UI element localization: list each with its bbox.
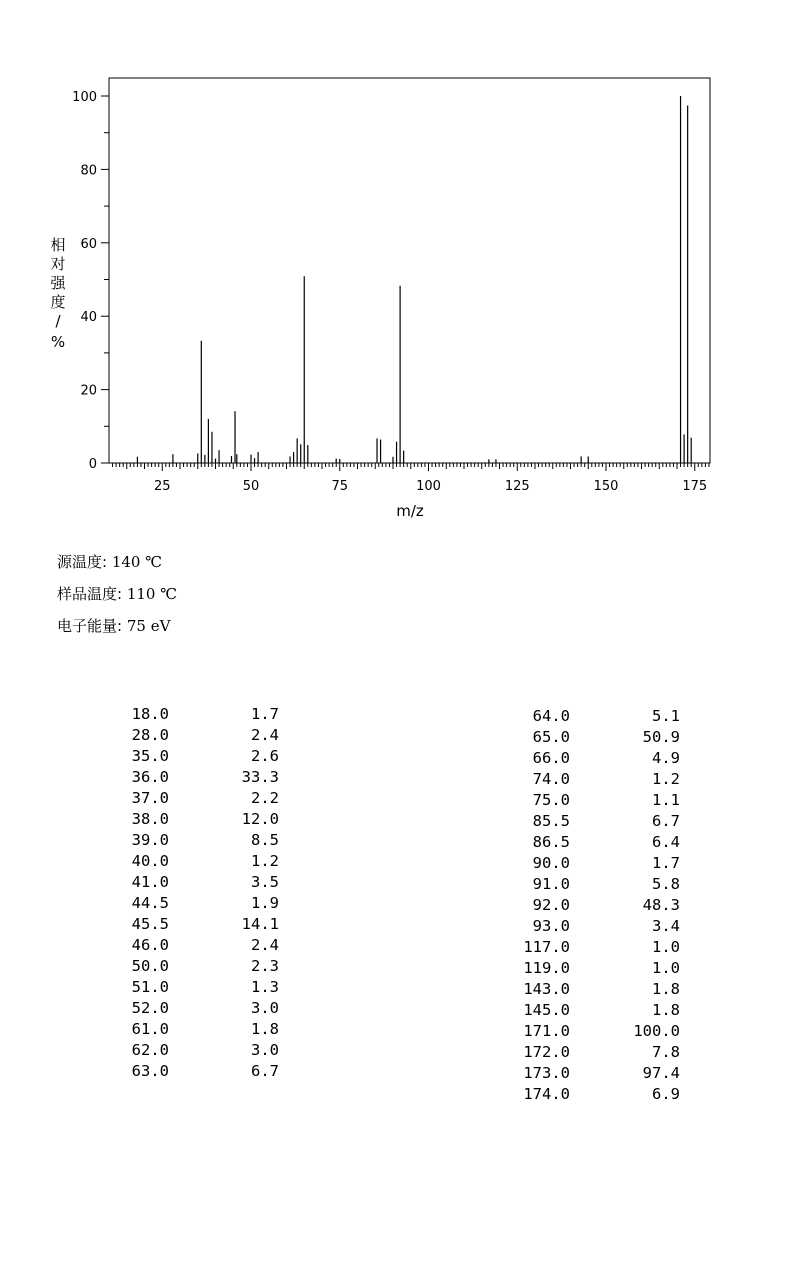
peak-mz-value: 93.0 xyxy=(532,917,570,935)
peak-mz-value: 119.0 xyxy=(523,959,570,977)
x-tick-label: 125 xyxy=(504,479,530,494)
peak-table-row xyxy=(100,852,300,873)
y-axis-label: 相对强度/ % xyxy=(50,236,66,351)
peak-table-row xyxy=(490,770,690,791)
peak-intensity-value: 7.8 xyxy=(652,1043,680,1061)
peak-mz-value: 86.5 xyxy=(532,833,570,851)
y-tick-label: 100 xyxy=(72,90,97,105)
peak-mz-value: 74.0 xyxy=(532,770,570,788)
peak-table-row xyxy=(490,980,690,1001)
peak-intensity-value: 1.0 xyxy=(652,959,680,977)
peak-intensity-value: 6.7 xyxy=(251,1062,279,1080)
peak-table-row xyxy=(490,833,690,854)
x-axis-label: m/z xyxy=(396,502,424,520)
peak-table-row xyxy=(490,854,690,875)
peak-table-row xyxy=(490,749,690,770)
plot-frame xyxy=(109,78,710,463)
peak-table-right xyxy=(490,707,690,1107)
peak-mz-value: 85.5 xyxy=(532,812,570,830)
peak-table-row xyxy=(100,894,300,915)
peak-intensity-value: 1.3 xyxy=(251,978,279,996)
peak-table-row xyxy=(100,768,300,789)
peak-table-row xyxy=(490,1001,690,1022)
peak-intensity-value: 14.1 xyxy=(241,915,279,933)
x-tick-label: 75 xyxy=(331,479,349,494)
peak-intensity-value: 2.2 xyxy=(251,789,279,807)
peak-intensity-value: 3.4 xyxy=(652,917,680,935)
peak-mz-value: 52.0 xyxy=(131,999,169,1017)
peak-mz-value: 37.0 xyxy=(131,789,169,807)
peak-mz-value: 61.0 xyxy=(131,1020,169,1038)
peak-intensity-value: 6.7 xyxy=(652,812,680,830)
peak-mz-value: 35.0 xyxy=(131,747,169,765)
peak-mz-value: 36.0 xyxy=(131,768,169,786)
peak-table-row xyxy=(100,957,300,978)
peak-table-row xyxy=(490,1064,690,1085)
y-tick-label: 60 xyxy=(80,236,97,252)
peak-mz-value: 40.0 xyxy=(131,852,169,870)
peak-table-row xyxy=(100,978,300,999)
peak-mz-value: 44.5 xyxy=(131,894,169,912)
y-tick-label: 0 xyxy=(88,457,97,472)
mass-spectrum-chart xyxy=(0,0,794,530)
peak-mz-value: 117.0 xyxy=(523,938,570,956)
peak-table-row xyxy=(100,789,300,810)
peak-table-row xyxy=(490,1022,690,1043)
x-tick-label: 175 xyxy=(682,479,708,494)
peak-table-row xyxy=(490,728,690,749)
source-temperature xyxy=(57,551,162,572)
peak-table-row xyxy=(490,917,690,938)
source-temperature-value: 140 ℃ xyxy=(111,553,163,571)
peak-mz-value: 63.0 xyxy=(131,1062,169,1080)
peak-mz-value: 50.0 xyxy=(131,957,169,975)
peak-table-row xyxy=(100,747,300,768)
peak-intensity-value: 1.2 xyxy=(652,770,680,788)
peak-table-row xyxy=(100,873,300,894)
electron-energy-label: 电子能量: xyxy=(57,617,123,635)
peak-intensity-value: 3.5 xyxy=(251,873,279,891)
peak-intensity-value: 1.0 xyxy=(652,938,680,956)
peak-mz-value: 171.0 xyxy=(523,1022,570,1040)
peak-table-row xyxy=(100,1041,300,1062)
peak-intensity-value: 3.0 xyxy=(251,999,279,1017)
peak-table-row xyxy=(100,831,300,852)
peak-mz-value: 51.0 xyxy=(131,978,169,996)
peak-intensity-value: 48.3 xyxy=(642,896,680,914)
peak-intensity-value: 1.2 xyxy=(251,852,279,870)
peak-intensity-value: 4.9 xyxy=(652,749,680,767)
peak-mz-value: 90.0 xyxy=(532,854,570,872)
x-tick-label: 50 xyxy=(242,479,260,494)
peak-intensity-value: 50.9 xyxy=(642,728,680,746)
sample-temperature-value: 110 ℃ xyxy=(126,585,178,603)
peak-mz-value: 173.0 xyxy=(523,1064,570,1082)
peak-mz-value: 75.0 xyxy=(532,791,570,809)
peak-mz-value: 172.0 xyxy=(523,1043,570,1061)
peak-mz-value: 143.0 xyxy=(523,980,570,998)
peak-table-row xyxy=(100,1020,300,1041)
y-tick-label: 40 xyxy=(80,310,97,326)
peak-intensity-value: 6.9 xyxy=(652,1085,680,1103)
peak-mz-value: 46.0 xyxy=(131,936,169,954)
peak-table-row xyxy=(490,875,690,896)
peak-intensity-value: 2.6 xyxy=(251,747,279,765)
peak-mz-value: 64.0 xyxy=(532,707,570,725)
peak-table-row xyxy=(490,1085,690,1106)
peak-intensity-value: 5.8 xyxy=(652,875,680,893)
peak-intensity-value: 1.7 xyxy=(652,854,680,872)
peak-mz-value: 174.0 xyxy=(523,1085,570,1103)
peak-intensity-value: 1.8 xyxy=(652,1001,680,1019)
peak-mz-value: 18.0 xyxy=(131,705,169,723)
peak-mz-value: 66.0 xyxy=(532,749,570,767)
peak-mz-value: 41.0 xyxy=(131,873,169,891)
peak-intensity-value: 2.3 xyxy=(251,957,279,975)
peak-intensity-value: 5.1 xyxy=(652,707,680,725)
peak-intensity-value: 6.4 xyxy=(652,833,680,851)
peak-intensity-value: 1.1 xyxy=(652,791,680,809)
x-tick-label: 25 xyxy=(153,479,171,494)
peak-mz-value: 91.0 xyxy=(532,875,570,893)
peak-table-row xyxy=(100,705,300,726)
peak-intensity-value: 8.5 xyxy=(251,831,279,849)
peak-mz-value: 38.0 xyxy=(131,810,169,828)
peak-table-row xyxy=(100,915,300,936)
source-temperature-label: 源温度: xyxy=(57,553,108,571)
peak-table-row xyxy=(490,707,690,728)
peak-table-row xyxy=(100,1062,300,1083)
peak-mz-value: 145.0 xyxy=(523,1001,570,1019)
peak-intensity-value: 100.0 xyxy=(633,1022,680,1040)
y-tick-label: 80 xyxy=(80,163,97,179)
x-tick-label: 150 xyxy=(593,479,619,494)
peak-mz-value: 28.0 xyxy=(131,726,169,744)
peak-table-left xyxy=(100,705,300,1085)
peak-mz-value: 92.0 xyxy=(532,896,570,914)
peak-table-row xyxy=(490,959,690,980)
peak-table-row xyxy=(100,999,300,1020)
peak-mz-value: 39.0 xyxy=(131,831,169,849)
peak-mz-value: 65.0 xyxy=(532,728,570,746)
peak-table-row xyxy=(490,812,690,833)
peak-intensity-value: 1.8 xyxy=(251,1020,279,1038)
peak-mz-value: 45.5 xyxy=(131,915,169,933)
peak-intensity-value: 1.9 xyxy=(251,894,279,912)
peak-table-row xyxy=(100,936,300,957)
peak-intensity-value: 1.7 xyxy=(251,705,279,723)
peak-table-row xyxy=(100,810,300,831)
peak-table-row xyxy=(490,938,690,959)
peak-intensity-value: 1.8 xyxy=(652,980,680,998)
peak-mz-value: 62.0 xyxy=(131,1041,169,1059)
sample-temperature-label: 样品温度: xyxy=(57,585,123,603)
peak-table-row xyxy=(100,726,300,747)
sample-temperature xyxy=(57,583,177,604)
peak-table-row xyxy=(490,1043,690,1064)
peak-table-row xyxy=(490,896,690,917)
peak-intensity-value: 12.0 xyxy=(241,810,279,828)
x-tick-label: 100 xyxy=(416,479,441,494)
peak-intensity-value: 3.0 xyxy=(251,1041,279,1059)
electron-energy xyxy=(57,615,170,636)
peak-intensity-value: 2.4 xyxy=(251,726,279,744)
peak-intensity-value: 33.3 xyxy=(241,768,279,786)
y-tick-label: 20 xyxy=(80,383,97,399)
electron-energy-value: 75 eV xyxy=(126,617,171,635)
peak-table-row xyxy=(490,791,690,812)
peak-intensity-value: 2.4 xyxy=(251,936,279,954)
peak-intensity-value: 97.4 xyxy=(642,1064,680,1082)
